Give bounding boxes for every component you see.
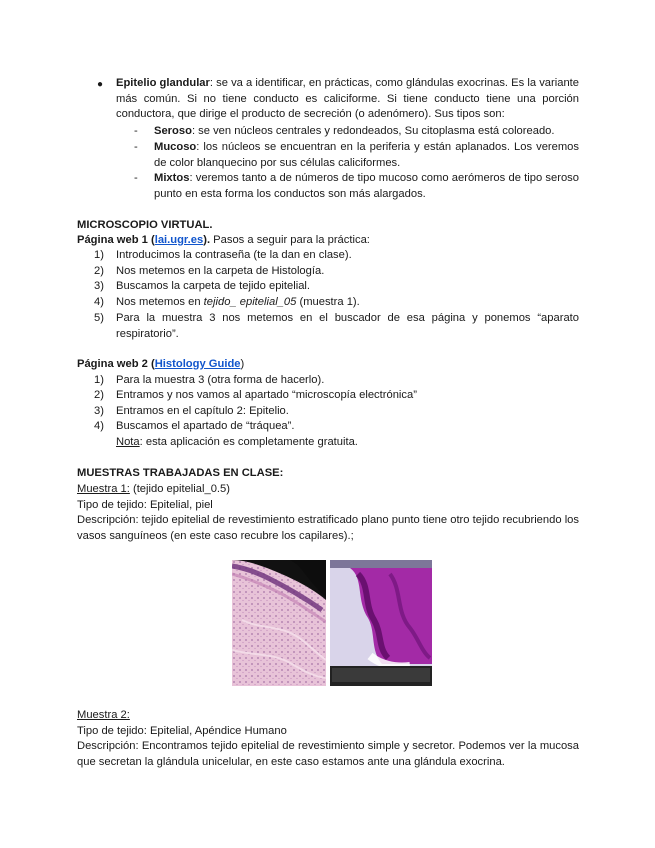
web2-line bbox=[77, 357, 244, 373]
web1-link[interactable]: lai.ugr.es bbox=[154, 234, 204, 246]
seroso-term: Seroso bbox=[154, 125, 192, 137]
web2-step-4: Buscamos el apartado de “tráquea”. bbox=[116, 420, 295, 432]
micrograph-appendix-image bbox=[330, 560, 432, 686]
web1-label: Página web 1 ( bbox=[77, 234, 155, 246]
mucoso-item bbox=[154, 140, 579, 171]
web2-step-3: Entramos en el capítulo 2: Epitelio. bbox=[116, 405, 289, 417]
note-text: : esta aplicación es completamente gratuita. bbox=[139, 436, 358, 448]
step-number: 1) bbox=[94, 374, 104, 386]
sample1-desc: Descripción: tejido epitelial de revestimiento estratificado plano punto tiene otro tejido recubriendo los vasos sanguíneos (en este caso recubre los capilares).; bbox=[77, 514, 579, 542]
web2-label: Página web 2 ( bbox=[77, 358, 155, 370]
seroso-text: : se ven núcleos centrales y redondeados, Su citoplasma está coloreado. bbox=[191, 125, 555, 137]
sample2-desc: Descripción: Encontramos tejido epitelial de revestimiento simple y secretor. Podemos ver la mucosa que secretan la glándula unicelular, en este caso estamos ante una glándula exocrina. bbox=[77, 740, 579, 768]
glandular-term: Epitelio glandular bbox=[116, 77, 210, 89]
mixtos-text: : veremos tanto a de números de tipo mucoso como aerómeros de tipo seroso punto en esta forma los conductos son más alargados. bbox=[154, 172, 579, 200]
web2-link[interactable]: Histology Guide bbox=[154, 358, 241, 370]
mucoso-text: : los núcleos se encuentran en la periferia y están aplanados. Los veremos de color blanquecino por sus células caliciformes. bbox=[154, 141, 579, 169]
sample-name: tejido_ epitelial_05 bbox=[203, 296, 297, 308]
glandular-paragraph bbox=[116, 76, 579, 123]
mixtos-item bbox=[154, 171, 579, 202]
micrograph-appendix-drawing bbox=[330, 560, 432, 686]
web1-line bbox=[77, 233, 370, 249]
web1-step-1: Introducimos la contraseña (te la dan en clase). bbox=[116, 249, 352, 261]
step-number: 2) bbox=[94, 265, 104, 277]
samples-heading: MUESTRAS TRABAJADAS EN CLASE: bbox=[77, 467, 284, 479]
sample1-label-rest: (tejido epitelial_0.5) bbox=[129, 483, 230, 495]
dash-marker: - bbox=[134, 125, 138, 137]
web1-step-3: Buscamos la carpeta de tejido epitelial. bbox=[116, 280, 311, 292]
micrograph-skin-image bbox=[232, 560, 326, 686]
step-number: 2) bbox=[94, 389, 104, 401]
sample2-label: Muestra 2: bbox=[77, 709, 130, 721]
sample2-title bbox=[77, 708, 130, 724]
step-number: 4) bbox=[94, 296, 104, 308]
glandular-text: : se va a identificar, en prácticas, como glándulas exocrinas. Es la variante más común. Si no tiene conducto es caliciforme. Si tiene conducto tiene una porción conductora, que dirige el producto de secreción (o adenómero). Sus tipos son: bbox=[116, 77, 579, 121]
sample1-type: Tipo de tejido: Epitelial, piel bbox=[77, 499, 213, 511]
step-number: 4) bbox=[94, 420, 104, 432]
step-number: 3) bbox=[94, 405, 104, 417]
web1-step-4: Nos metemos en tejido_ epitelial_05 (muestra 1). bbox=[116, 296, 360, 308]
step-number: 1) bbox=[94, 249, 104, 261]
web1-intro: Pasos a seguir para la práctica: bbox=[210, 234, 370, 246]
mucoso-term: Mucoso bbox=[154, 141, 197, 153]
web2-label-end: ) bbox=[240, 358, 245, 370]
sample2-type: Tipo de tejido: Epitelial, Apéndice Humano bbox=[77, 725, 287, 737]
sample1-label: Muestra 1: bbox=[77, 483, 130, 495]
web1-step-2: Nos metemos en la carpeta de Histología. bbox=[116, 265, 325, 277]
web1-label-end: ). bbox=[203, 234, 211, 246]
seroso-item bbox=[154, 124, 579, 140]
mixtos-term: Mixtos bbox=[154, 172, 190, 184]
web2-step-2: Entramos y nos vamos al apartado “microscopía electrónica” bbox=[116, 389, 417, 401]
sample1-title bbox=[77, 482, 230, 498]
step-number: 3) bbox=[94, 280, 104, 292]
micrograph-skin-drawing bbox=[232, 560, 326, 686]
web2-note bbox=[116, 435, 358, 451]
web2-step-1: Para la muestra 3 (otra forma de hacerlo). bbox=[116, 374, 325, 386]
dash-marker: - bbox=[134, 172, 138, 184]
dash-marker: - bbox=[134, 141, 138, 153]
bullet-dot: ● bbox=[97, 79, 104, 90]
web1-step-5: Para la muestra 3 nos metemos en el buscador de esa página y ponemos “aparato respiratorio”. bbox=[116, 312, 579, 340]
micro-heading: MICROSCOPIO VIRTUAL. bbox=[77, 219, 213, 231]
step-number: 5) bbox=[94, 312, 104, 324]
note-label: Nota bbox=[116, 436, 140, 448]
